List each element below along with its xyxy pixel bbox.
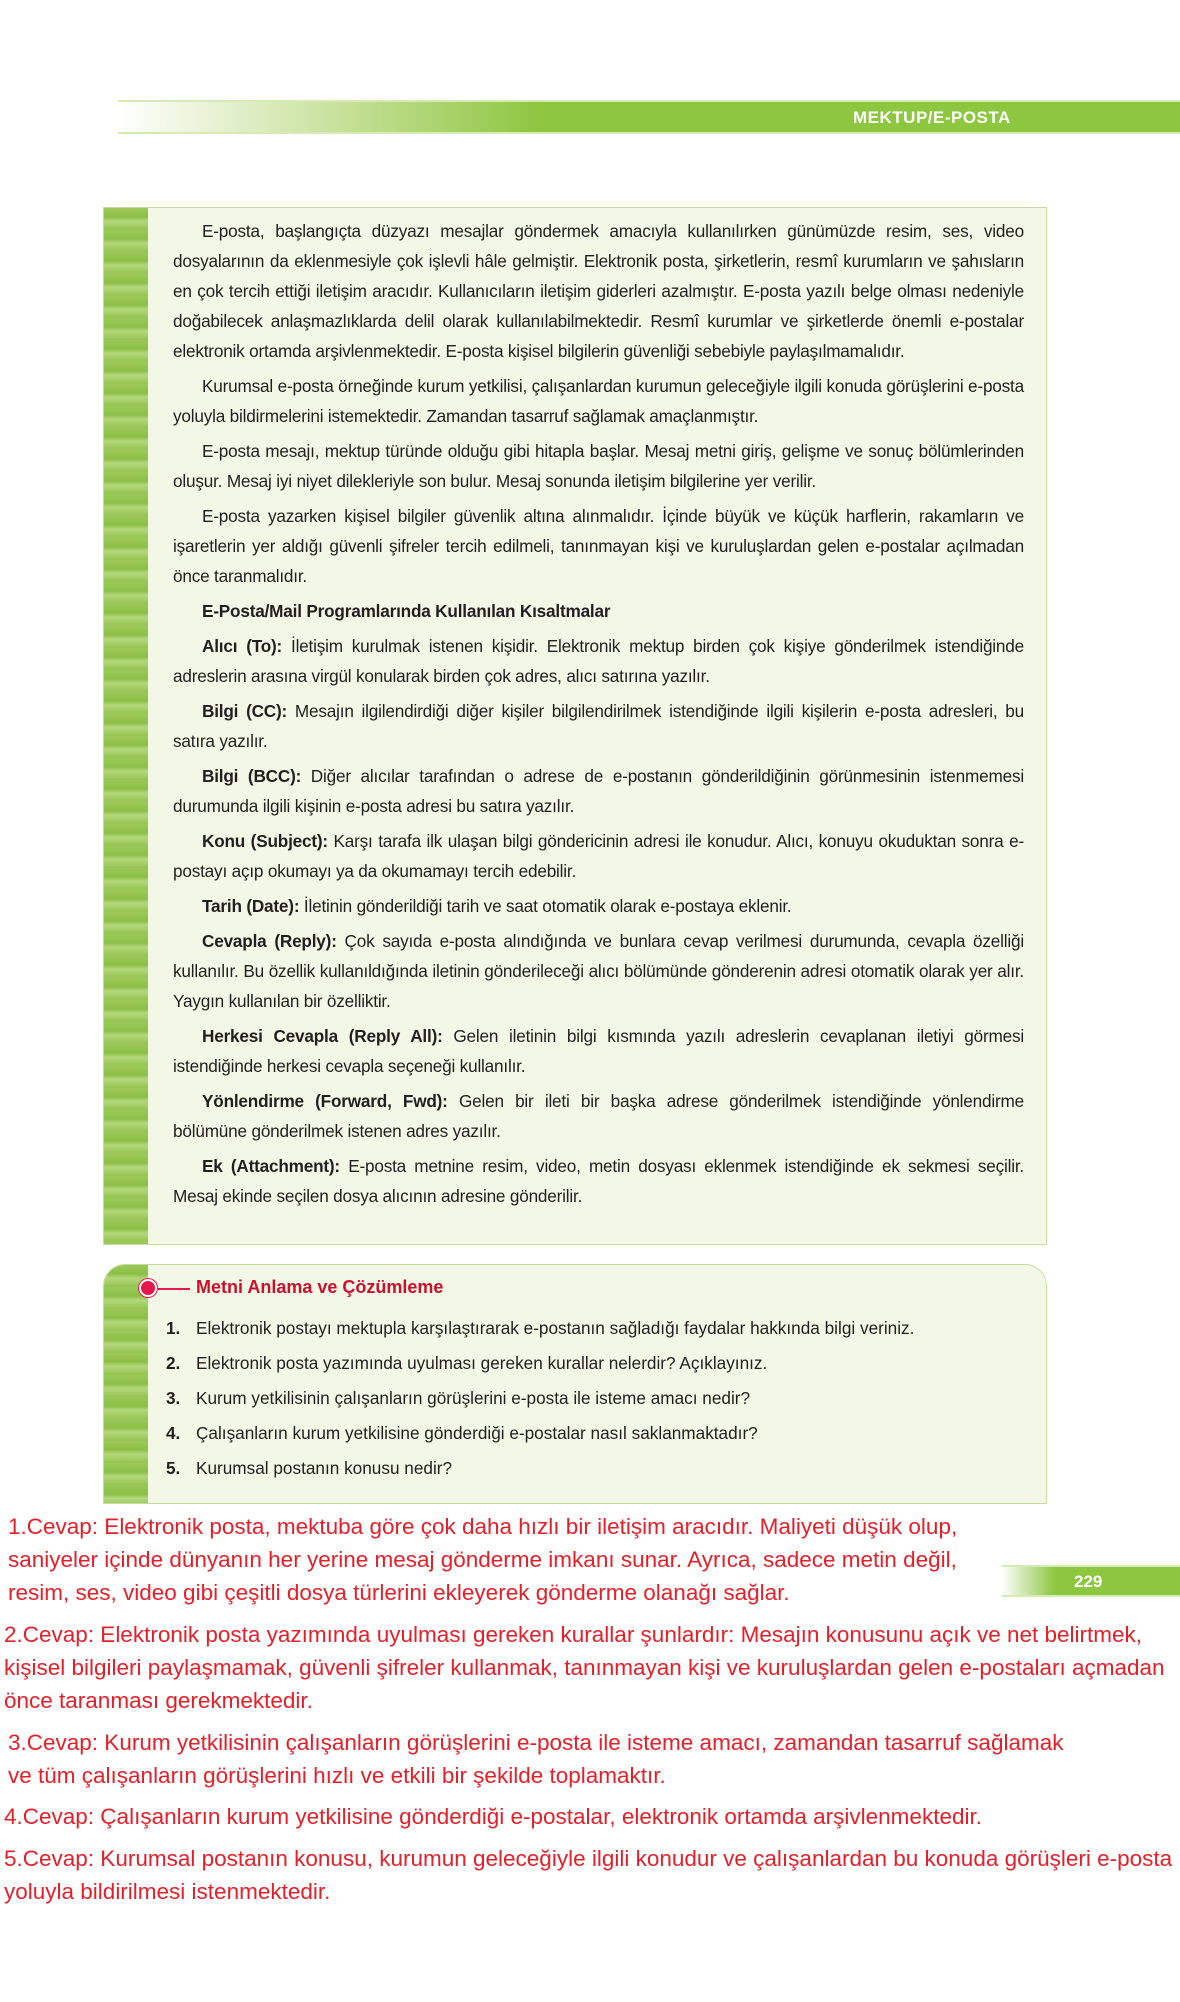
term-name: Bilgi (BCC): [202, 766, 302, 786]
term-name: Alıcı (To): [202, 636, 283, 656]
decorative-stripe [104, 1265, 148, 1503]
page-number: 229 [1074, 1572, 1103, 1591]
term-name: Yönlendirme (Forward, Fwd): [202, 1091, 448, 1111]
term-name: Cevapla (Reply): [202, 931, 337, 951]
section-title: MEKTUP/E-POSTA [853, 108, 1011, 127]
question-item [166, 1381, 914, 1416]
question-text: Kurumsal postanın konusu nedir? [196, 1458, 453, 1478]
term-def: Mesajın ilgilendirdiği diğer kişiler bilgilendirilmek istendiğinde ilgili kişilerin e-posta adresleri, bu satıra yazılır. [173, 701, 1024, 751]
question-item [166, 1311, 914, 1346]
term-item [173, 696, 1024, 756]
question-number: 4. [166, 1423, 181, 1443]
question-number: 1. [166, 1318, 181, 1338]
answer-3: 3.Cevap: Kurum yetkilisinin çalışanların görüşlerini e-posta ile isteme amacı, zamandan tasarruf sağlamak ve tüm çalışanların görüşlerini hızlı ve etkili bir şekilde toplamaktır. [8, 1730, 1064, 1788]
term-item [173, 1151, 1024, 1211]
paragraph: E-posta yazarken kişisel bilgiler güvenlik altına alınmalıdır. İçinde büyük ve küçük harflerin, rakamların ve işaretlerin yer aldığı güvenli şifreler tercih edilmeli, tanınmayan kişi ve kuruluşlardan gelen e-postalar açılmadan önce taranmalıdır. [173, 506, 1024, 586]
term-def: Diğer alıcılar tarafından o adrese de e-postanın gönderildiğinin görünmesinin istenmemesi durumunda ilgili kişinin e-posta adresi bu satıra yazılır. [173, 766, 1024, 816]
question-item [166, 1451, 914, 1486]
question-text: Çalışanların kurum yetkilisine gönderdiği e-postalar nasıl saklanmaktadır? [196, 1423, 758, 1443]
term-item [173, 1021, 1024, 1081]
page-number-tab [1002, 1565, 1180, 1597]
questions-title: Metni Anlama ve Çözümleme [196, 1277, 444, 1297]
question-number: 3. [166, 1388, 181, 1408]
term-def: İletinin gönderildiği tarih ve saat otomatik olarak e-postaya eklenir. [299, 896, 792, 916]
arrow-line-icon [158, 1288, 190, 1290]
term-def: Çok sayıda e-posta alındığında ve bunlara cevap verilmesi durumunda, cevapla özelliği kullanılır. Bu özellik kullanıldığında iletinin gönderileceği alıcı bölümünde gönderenin adresi otomatik olarak yer alır. Yaygın kullanılan bir özelliktir. [173, 931, 1024, 1011]
question-text: Elektronik postayı mektupla karşılaştırarak e-postanın sağladığı faydalar hakkında bilgi veriniz. [196, 1318, 915, 1338]
answer-2: 2.Cevap: Elektronik posta yazımında uyulması gereken kurallar şunlardır: Mesajın konusunu açık ve net belirtmek, kişisel bilgileri paylaşmamak, güvenli şifreler kullanmak, tanınmayan kişi ve kuruluşlardan gelen e-postaları açmadan önce taranması gerekmektedir. [4, 1622, 1165, 1713]
term-item [173, 1086, 1024, 1146]
abbr-heading: E-Posta/Mail Programlarında Kullanılan Kısaltmalar [202, 601, 611, 621]
question-text: Elektronik posta yazımında uyulması gereken kurallar nelerdir? Açıklayınız. [196, 1353, 768, 1373]
term-def: Gelen iletinin bilgi kısmında yazılı adreslerin cevaplanan iletiyi görmesi istendiğinde herkesi cevapla seçeneği kullanılır. [173, 1026, 1024, 1076]
question-number: 5. [166, 1458, 181, 1478]
paragraph: E-posta mesajı, mektup türünde olduğu gibi hitapla başlar. Mesaj metni giriş, gelişme ve sonuç bölümlerinden oluşur. Mesaj iyi niyet dilekleriyle son bulur. Mesaj sonunda iletişim bilgilerine yer verilir. [173, 441, 1024, 491]
term-name: Tarih (Date): [202, 896, 300, 916]
term-name: Konu (Subject): [202, 831, 328, 851]
question-item [166, 1346, 914, 1381]
term-item [173, 926, 1024, 1016]
term-name: Bilgi (CC): [202, 701, 288, 721]
term-item [173, 826, 1024, 886]
term-item [173, 761, 1024, 821]
term-def: Gelen bir ileti bir başka adrese gönderilmek istendiğinde yönlendirme bölümüne gönderilmek istenen adres yazılır. [173, 1091, 1024, 1141]
question-text: Kurum yetkilisinin çalışanların görüşlerini e-posta ile isteme amacı nedir? [196, 1388, 751, 1408]
term-name: Ek (Attachment): [202, 1156, 340, 1176]
term-item [173, 631, 1024, 691]
content-box [103, 207, 1047, 1245]
answer-5: 5.Cevap: Kurumsal postanın konusu, kurumun geleceğiyle ilgili konudur ve çalışanlardan bu konuda görüşleri e-posta yoluyla bildirilmesi istenmektedir. [4, 1846, 1173, 1904]
bullet-dot-icon [139, 1279, 157, 1297]
question-item [166, 1416, 914, 1451]
section-header-bar [118, 100, 1180, 134]
answer-4: 4.Cevap: Çalışanların kurum yetkilisine gönderdiği e-postalar, elektronik ortamda arşivlenmektedir. [4, 1804, 982, 1829]
term-def: E-posta metnine resim, video, metin dosyası eklenmek istendiğinde ek sekmesi seçilir. Mesaj ekinde seçilen dosya alıcının adresine gönderilir. [173, 1156, 1024, 1206]
answer-1: 1.Cevap: Elektronik posta, mektuba göre çok daha hızlı bir iletişim aracıdır. Maliyeti düşük olup, saniyeler içinde dünyanın her yerine mesaj gönderme imkanı sunar. Ayrıca, sadece metin değil, resim, ses, video gibi çeşitli dosya türlerini ekleyerek gönderme olanağı sağlar. [8, 1514, 958, 1605]
questions-box [103, 1264, 1047, 1504]
term-def: Karşı tarafa ilk ulaşan bilgi göndericinin adresi ile konudur. Alıcı, konuyu okuduktan sonra e-postayı açıp okumayı ya da okumamayı tercih edebilir. [173, 831, 1024, 881]
term-name: Herkesi Cevapla (Reply All): [202, 1026, 443, 1046]
term-item [173, 891, 1024, 921]
question-number: 2. [166, 1353, 181, 1373]
paragraph: E-posta, başlangıçta düzyazı mesajlar göndermek amacıyla kullanılırken günümüzde resim, ses, video dosyalarının da eklenmesiyle çok işlevli hâle gelmiştir. Elektronik posta, şirketlerin, resmî kurumların ve şahısların en çok tercih ettiği iletişim aracıdır. Kullanıcıların iletişim giderleri azalmıştır. E-posta yazılı belge olması nedeniyle doğabilecek anlaşmazlıklarda delil olarak kullanılabilmektedir. Resmî kurumlar ve şirketlerde önemli e-postalar elektronik ortamda arşivlenmektedir. E-posta kişisel bilgilerin güvenliği sebebiyle paylaşılmamalıdır. [173, 221, 1024, 361]
decorative-stripe [104, 208, 148, 1244]
paragraph: Kurumsal e-posta örneğinde kurum yetkilisi, çalışanlardan kurumun geleceğiyle ilgili konuda görüşlerini e-posta yoluyla bildirmelerini istemektedir. Zamandan tasarruf sağlamak amaçlanmıştır. [173, 376, 1024, 426]
term-def: İletişim kurulmak istenen kişidir. Elektronik mektup birden çok kişiye gönderilmek istendiğinde adreslerin arasına virgül konularak birden çok adres, alıcı satırına yazılır. [173, 636, 1024, 686]
